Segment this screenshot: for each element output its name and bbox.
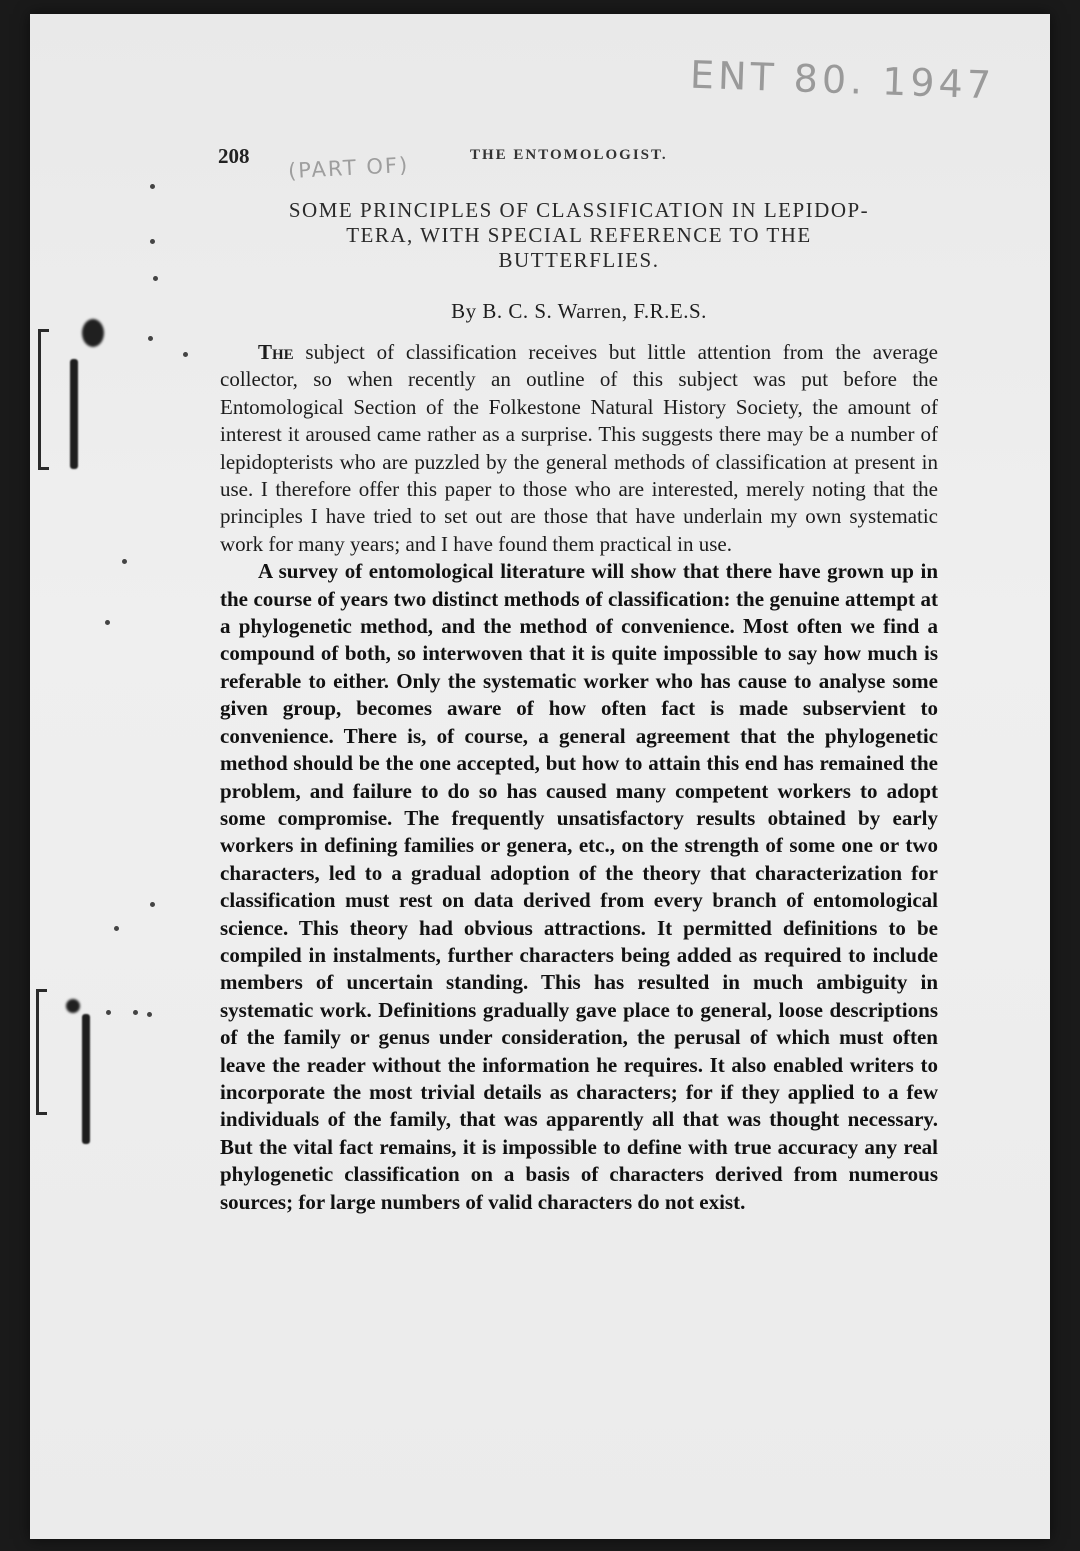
margin-dot (147, 1012, 152, 1017)
punch-hole-mark (82, 1014, 90, 1144)
margin-dot (150, 239, 155, 244)
margin-dot (105, 620, 110, 625)
page-number: 208 (218, 144, 250, 168)
handwritten-annotation: ENT 80. 1947 (689, 52, 996, 108)
margin-dot (183, 352, 188, 357)
paragraph-lead-word: The (258, 340, 294, 364)
article-title (220, 198, 938, 273)
punch-hole-mark (82, 319, 104, 347)
margin-dot (148, 336, 153, 341)
margin-dot (106, 1010, 111, 1015)
punch-hole-mark (70, 359, 78, 469)
running-head: THE ENTOMOLOGIST. (470, 147, 668, 163)
paragraph (220, 339, 938, 558)
margin-dot (153, 276, 158, 281)
author-byline: By B. C. S. Warren, F.R.E.S. (451, 299, 707, 323)
margin-dot (150, 902, 155, 907)
margin-dot (133, 1010, 138, 1015)
margin-dot (150, 184, 155, 189)
paragraph: A survey of entomological literature will show that there have grown up in the course of years two distinct methods of classification: the genuine attempt at a phylogenetic method, and the method of convenience. Most often we find a compound of both, so interwoven that it is quite impossible to say how much is referable to either. Only the systematic worker who has cause to analyse some given group, becomes aware of how often fact is made subservient to convenience. There is, of course, a general agreement that the phylogenetic method should be the one accepted, but how to attain this end has remained the problem, and failure to do so has caused many competent workers to adopt some compromise. The frequently unsatisfactory results obtained by early workers in defining families or genera, etc., on the strength of some one or two characters, led to a gradual adoption of the theory that characterization for classification must rest on data derived from every branch of entomological science. This theory had obvious attractions. It permitted definitions to be compiled in instalments, further characters being added as required to include members of uncertain standing. This has resulted in much ambiguity in systematic work. Definitions gradually gave place to general, loose descriptions of the family or genus under consideration, the perusal of which must often leave the reader without the information he requires. It also enabled writers to incorporate the most trivial details as characters; for if they applied to a few individuals of the family, that was apparently all that was thought necessary. But the vital fact remains, it is impossible to define with true accuracy any real phylogenetic classification on a basis of characters derived from numerous sources; for large numbers of valid characters do not exist. (220, 559, 938, 1214)
punch-hole-mark (66, 999, 80, 1013)
margin-dot (114, 926, 119, 931)
title-line: BUTTERFLIES. (498, 248, 660, 272)
document-page (30, 14, 1050, 1539)
margin-bracket (36, 989, 47, 1115)
article-body (220, 339, 938, 1216)
pencil-part-note: (PART OF) (287, 152, 410, 184)
margin-bracket (38, 329, 49, 470)
paragraph-text: subject of classification receives but little attention from the average collector, so when recently an outline of this subject was put before the Entomological Section of the Folkestone Natural History Society, the amount of interest it aroused came rather as a surprise. This suggests there may be a number of lepidopterists who are puzzled by the general methods of classification at present in use. I therefore offer this paper to those who are interested, merely noting that the principles I have tried to set out are those that have underlain my own systematic work for many years; and I have found them practical in use. (220, 340, 938, 556)
margin-dot (122, 559, 127, 564)
title-line: TERA, WITH SPECIAL REFERENCE TO THE (346, 223, 812, 247)
title-line: SOME PRINCIPLES OF CLASSIFICATION IN LEPIDOP- (288, 198, 870, 222)
